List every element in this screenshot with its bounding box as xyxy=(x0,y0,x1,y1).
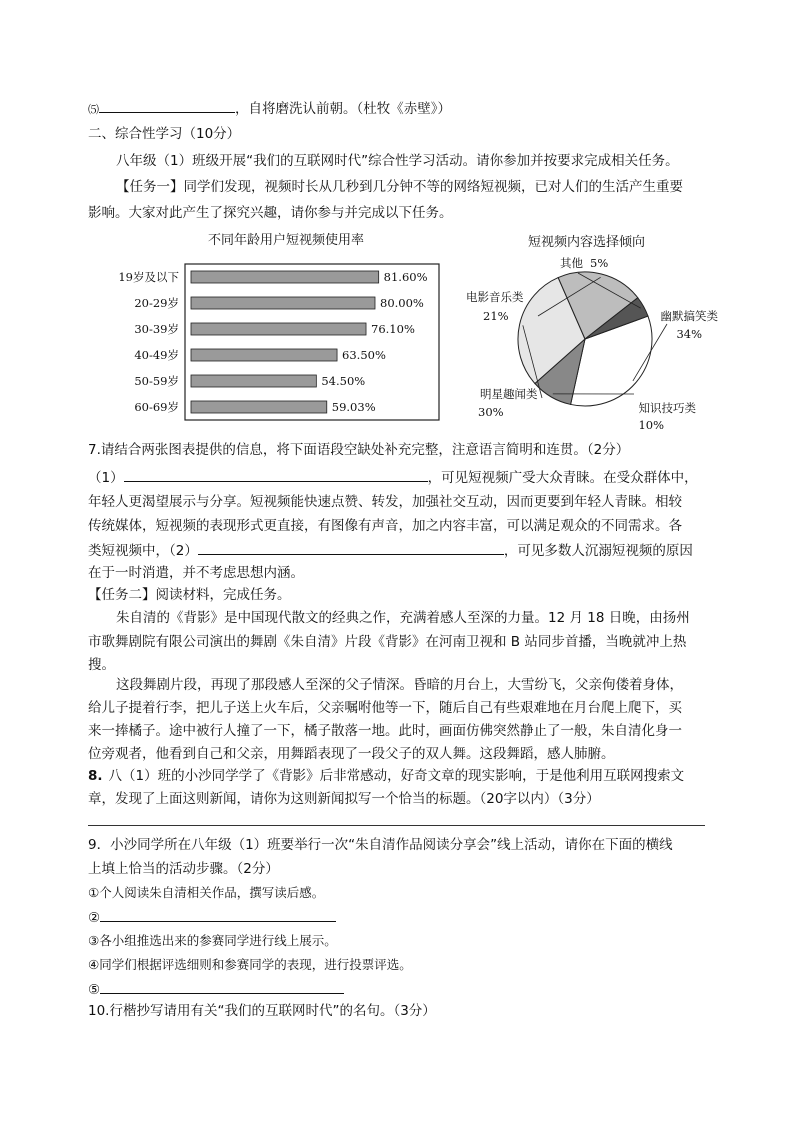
activity-intro: 八年级（1）班级开展“我们的互联网时代”综合性学习活动。请你参加并按要求完成相关任务。 xyxy=(116,153,679,169)
task1-text1: 同学们发现，视频时长从几秒到几分钟不等的网络短视频，已对人们的生活产生重要 xyxy=(183,179,683,195)
pie-slice-value: 10% xyxy=(638,418,664,432)
q9-step5-blank[interactable] xyxy=(100,979,344,994)
q7-line1 xyxy=(88,467,698,488)
q9-step1: ①个人阅读朱自清相关作品，撰写读后感。 xyxy=(88,885,325,900)
pie-slice-name: 其他 xyxy=(560,256,583,270)
q9-step5-line xyxy=(88,979,344,1000)
q9-text2: 上填上恰当的活动步骤。（2分） xyxy=(88,861,279,877)
bar xyxy=(191,375,316,387)
q7-l4b: ，可见多数人沉溺短视频的原因 xyxy=(503,543,693,559)
q7-line4 xyxy=(88,540,693,561)
passage-p2a: 这段舞剧片段，再现了那段感人至深的父子情深。昏暗的月台上，大雪纷飞，父亲佝偻着身体， xyxy=(116,677,683,693)
bar-value-label: 80.00% xyxy=(380,296,424,310)
task1-label: 【任务一】 xyxy=(116,179,184,195)
pie-slice-name: 电影音乐类 xyxy=(466,290,524,304)
q7-line3: 传统媒体，短视频的表现形式更直接，有图像有声音，加之内容丰富，可以满足观众的不同需求。各 xyxy=(88,518,682,534)
task2-label: 【任务二】 xyxy=(88,587,156,603)
passage-p2c: 来一捧橘子。途中被行人撞了一下，橘子散落一地。此时，画面仿佛突然静止了一般，朱自清化身一 xyxy=(88,723,682,739)
q5-line xyxy=(88,98,451,120)
q8-text2: 章，发现了上面这则新闻，请你为这则新闻拟写一个恰当的标题。（20字以内）（3分） xyxy=(88,791,600,807)
bar-value-label: 59.03% xyxy=(331,400,376,414)
q5-text: ，自将磨洗认前朝。（杜牧《赤壁》） xyxy=(235,101,451,117)
q7-blank1[interactable] xyxy=(124,467,428,482)
q7-prompt: 7.请结合两张图表提供的信息，将下面语段空缺处补充完整，注意语言简明和连贯。（2分） xyxy=(88,442,630,458)
bar xyxy=(191,323,366,335)
q7-blank1-label: （1） xyxy=(88,470,124,486)
q7-l1b: ，可见短视频广受大众青睐。在受众群体中， xyxy=(427,470,698,486)
q5-number: ⑸ xyxy=(88,103,99,116)
q7-line2: 年轻人更渴望展示与分享。短视频能快速点赞、转发，加强社交互动，因而更要到年轻人青睐。相较 xyxy=(88,494,682,510)
q9-text1: 9．小沙同学所在八年级（1）班要举行一次“朱自清作品阅读分享会”线上活动，请你在下面的横线 xyxy=(88,837,673,853)
q8-answer-line[interactable] xyxy=(88,825,705,826)
task2-text: 阅读材料，完成任务。 xyxy=(155,587,291,603)
pie-slice-value: 5% xyxy=(590,256,609,270)
task1-text2: 影响。大家对此产生了探究兴趣，请你参与并完成以下任务。 xyxy=(88,205,453,221)
bar-chart-frame xyxy=(185,264,439,420)
q10-text: 10.行楷抄写请用有关“我们的互联网时代”的名句。（3分） xyxy=(88,1003,436,1019)
passage-p2b: 给儿子提着行李，把儿子送上火车后，父亲嘱咐他等一下，随后自己有些艰难地在月台爬上爬下，买 xyxy=(88,700,682,716)
task1-line1 xyxy=(116,177,683,197)
passage-p1a: 朱自清的《背影》是中国现代散文的经典之作，充满着感人至深的力量。12 月 18 日晚，由扬州 xyxy=(116,610,690,626)
bar-chart-title: 不同年龄用户短视频使用率 xyxy=(208,233,365,248)
bar-category-label: 20-29岁 xyxy=(134,296,179,310)
q9-step2-blank[interactable] xyxy=(100,907,336,922)
pie-slice-value: 34% xyxy=(676,327,702,341)
bar-value-label: 81.60% xyxy=(383,270,428,284)
q9-step2-line xyxy=(88,907,336,928)
q9-step2-label: ② xyxy=(88,910,101,926)
bar-category-label: 50-59岁 xyxy=(134,374,179,388)
bar xyxy=(191,349,337,361)
pie-slice-name: 明星趣闻类 xyxy=(480,387,538,401)
bar-value-label: 63.50% xyxy=(342,348,386,362)
bar-value-label: 54.50% xyxy=(321,374,366,388)
q8-number: 8. xyxy=(88,768,103,784)
pie-chart-title: 短视频内容选择倾向 xyxy=(528,235,646,250)
bar-category-label: 30-39岁 xyxy=(134,322,179,336)
pie-slice-value: 21% xyxy=(483,309,509,323)
pie-slice-name: 知识技巧类 xyxy=(638,401,696,415)
pie-slice-name: 幽默搞笑类 xyxy=(660,309,718,323)
bar-category-label: 40-49岁 xyxy=(134,348,179,362)
bar xyxy=(191,297,375,309)
q8-text1: 八（1）班的小沙同学学了《背影》后非常感动，好奇文章的现实影响，于是他利用互联网搜索文 xyxy=(108,768,685,784)
section-2-title: 二、综合性学习（10分） xyxy=(88,126,241,142)
q9-step5-label: ⑤ xyxy=(88,982,101,998)
bar-category-label: 19岁及以下 xyxy=(118,270,179,284)
pie-chart xyxy=(450,250,740,440)
q5-answer-blank[interactable] xyxy=(99,98,235,113)
passage-p1c: 搜。 xyxy=(88,657,115,673)
bar-value-label: 76.10% xyxy=(371,322,415,336)
passage-p2d: 位旁观者，他看到自己和父亲，用舞蹈表现了一段父子的双人舞。这段舞蹈，感人肺腑。 xyxy=(88,746,615,762)
q7-line5: 在于一时消遣，并不考虑思想内涵。 xyxy=(88,565,304,581)
task2-line xyxy=(88,585,291,605)
bar xyxy=(191,271,379,283)
bar-category-label: 60-69岁 xyxy=(134,400,179,414)
q8-line1 xyxy=(88,766,684,786)
bar-chart xyxy=(105,262,445,424)
q7-l4a: 类短视频中，（2） xyxy=(88,543,198,559)
q9-step4: ④同学们根据评选细则和参赛同学的表现，进行投票评选。 xyxy=(88,957,412,972)
bar xyxy=(191,401,327,413)
passage-p1b: 市歌舞剧院有限公司演出的舞剧《朱自清》片段《背影》在河南卫视和 B 站同步首播，当晚就冲上热 xyxy=(88,634,687,650)
pie-slice-value: 30% xyxy=(478,405,504,419)
q9-step3: ③各小组推选出来的参赛同学进行线上展示。 xyxy=(88,933,337,948)
q7-blank2[interactable] xyxy=(198,540,504,555)
